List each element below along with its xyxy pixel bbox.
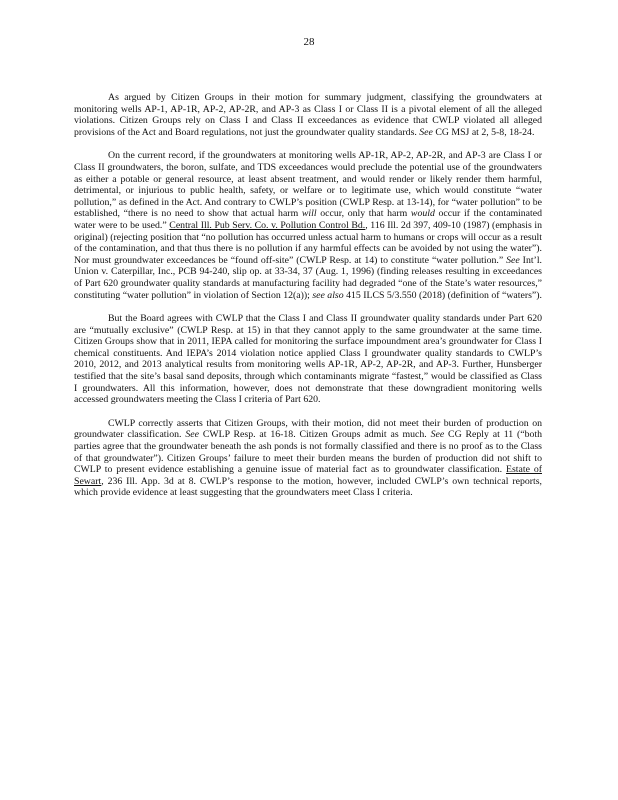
paragraph-text: , 116 Ill. 2d 397, 409-10 (1987) (emphasis in original) (rejecting position that “no pollution has occurred unless actual harm to humans or crops will occur as a result of the contamination, and that thus there is no pollution if any harmful effects can be avoided by not using the water”). Nor must groundwater exceedances be “found off-site” (CWLP Resp. at 14) to constitute “water pollution.” [74, 219, 542, 266]
citation-signal: See [430, 429, 445, 441]
case-name: Central Ill. Pub Serv. Co. v. Pollution Control Bd. [169, 219, 366, 231]
paragraph-text: Int’l. Union v. Caterpillar, Inc., PCB 94-240, slip op. at 33-34, 37 (Aug. 1, 1996) (finding releases resulting in exceedances of Part 620 groundwater quality standards at manufacturing facility had degraded “one of the State’s water resources,” constituting “water pollution” in violation of Section 12(a)); [74, 254, 542, 301]
emphasis-text: will [301, 208, 317, 220]
paragraph-text: occur, only that harm [316, 208, 411, 220]
paragraph-4 [74, 418, 542, 499]
paragraph-text: , 236 Ill. App. 3d at 8. CWLP’s response to the motion, however, included CWLP’s own technical reports, which provide evidence at least suggesting that the groundwaters meet Class I criteria. [74, 475, 542, 499]
paragraph-text: On the current record, if the groundwaters at monitoring wells AP-1R, AP-2, AP-2R, and AP-3 are Class I or Class II groundwaters, the boron, sulfate, and TDS exceedances would preclude the potential use of the groundwaters as either a potable or general resource, at least absent treatment, and would render or likely render them harmful, detrimental, or injurious to public health, safety, or welfare or to legitimate use, which would constitute “water pollution,” as defined in the Act. And contrary to CWLP’s position (CWLP Resp. at 13-14), for “water pollution” to be established, “there is no need to show that actual harm [74, 150, 542, 220]
paragraph-text: CWLP Resp. at 16-18. Citizen Groups admit as much. [198, 429, 431, 441]
paragraph-text: CG MSJ at 2, 5-8, 18-24. [432, 126, 535, 138]
paragraph-text: 415 ILCS 5/3.550 (2018) (definition of “waters”). [343, 289, 542, 301]
paragraph-text: As argued by Citizen Groups in their motion for summary judgment, classifying the groundwaters at monitoring wells AP-1, AP-1R, AP-2, AP-2R, and AP-3 as Class I or Class II is a pivotal element of all the alleged violations. Citizen Groups rely on Class I and Class II exceedances as evidence that CWLP violated all alleged provisions of the Act and Board regulations, not just the groundwater quality standards. [74, 92, 542, 138]
emphasis-text: would [410, 208, 435, 220]
case-name: Estate of Sewart [74, 464, 542, 487]
citation-signal: see also [312, 289, 344, 301]
paragraph-text: CG Reply at 11 (“both parties agree that the groundwater beneath the ash ponds is not formally classified and there is no proof as to the Class of that groundwater”). Citizen Groups’ failure to meet their burden means the burden of production did not shift to CWLP to present evidence establishing a genuine issue of material fact as to groundwater classification. [74, 429, 543, 476]
citation-signal: See [506, 254, 520, 266]
paragraph-text: occur if the contaminated water were to be used.” [74, 208, 542, 231]
paragraph-text: But the Board agrees with CWLP that the Class I and Class II groundwater quality standards under Part 620 are “mutually exclusive” (CWLP Resp. at 15) in that they cannot apply to the same groundwater at the same time. Citizen Groups show that in 2011, IEPA called for monitoring the surface impoundment area’s groundwater for Class I chemical constituents. And IEPA’s 2014 violation notice applied Class I groundwater quality standards to CWLP’s 2010, 2012, and 2013 analytical results from monitoring wells AP-1R, AP-2, AP-2R, and AP-3. Further, Hunsberger testified that the site’s basal sand deposits, through which contaminants migrate “fastest,” would be classified as Class I groundwaters. All this information, however, does not demonstrate that these downgradient monitoring wells accessed groundwaters meeting the Class I criteria of Part 620. [74, 313, 542, 406]
paragraph-text: CWLP correctly asserts that Citizen Groups, with their motion, did not meet their burden of production on groundwater classification. [74, 417, 542, 441]
page-number: 28 [303, 36, 315, 48]
paragraph-3 [74, 313, 542, 406]
paragraph-1 [74, 92, 542, 138]
citation-signal: See [419, 126, 433, 138]
citation-signal: See [185, 429, 199, 441]
document-body [74, 92, 542, 511]
paragraph-2 [74, 150, 542, 301]
